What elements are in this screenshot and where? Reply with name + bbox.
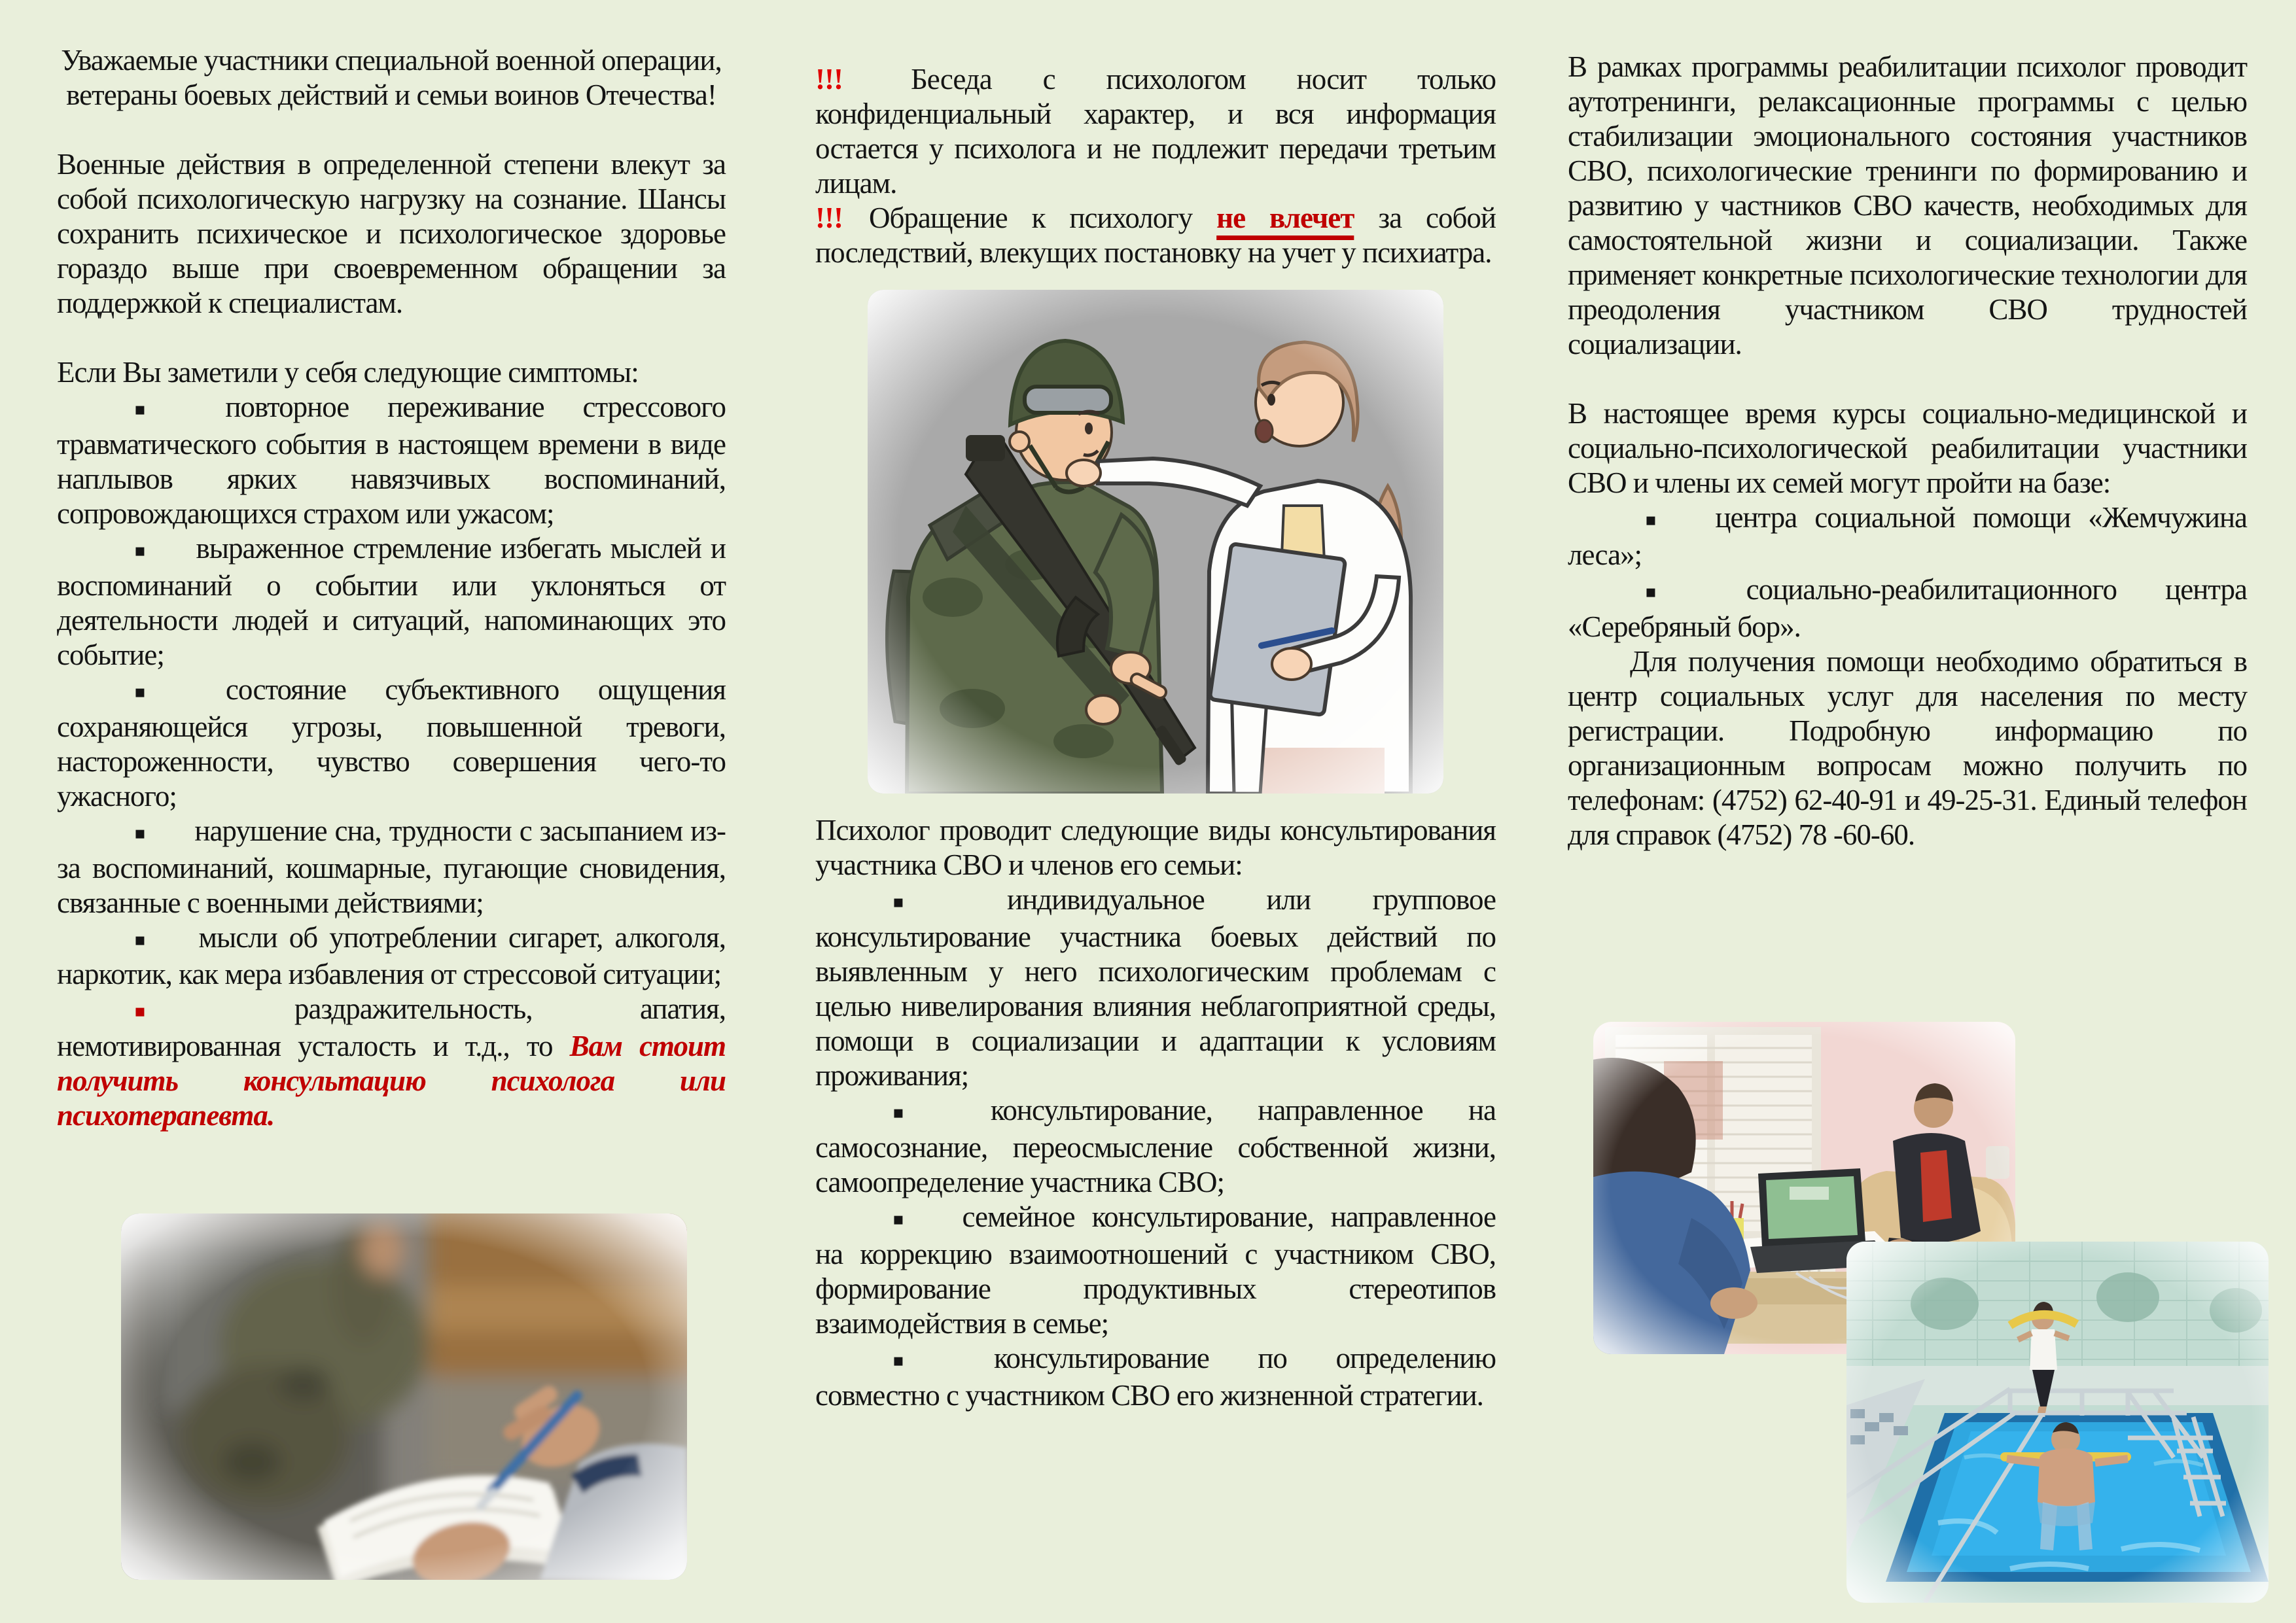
call-to-action-text: Вам стоит получить консультацию психолога или психотерапевта.: [57, 1030, 726, 1132]
symptom-item: ▪ мысли об употреблении сигарет, алкоголя, наркотик, как мера избавления от стрессовой ситуации;: [57, 920, 726, 991]
no-registration-note: !!! Обращение к психологу не влечет за собой последствий, влекущих постановку на учет у психиатра.: [815, 201, 1496, 269]
pool-photo-canvas: [1846, 1242, 2269, 1603]
symptom-item: ▪ выраженное стремление избегать мыслей и воспоминаний о событии или уклоняться от деятельности людей и ситуаций, напоминающих это событие;: [57, 531, 726, 671]
square-bullet-icon: ▪: [892, 1350, 945, 1370]
column-left: [57, 43, 726, 1133]
symptom-item: ▪ повторное переживание стрессового травматического события в настоящем времени в виде наплывов ярких навязчивых воспоминаний, сопровождающихся страхом или ужасом;: [57, 391, 726, 530]
therapy-session-photo: [121, 1213, 687, 1580]
therapy-photo-canvas: [121, 1213, 687, 1580]
underlined-emphasis: не влечет: [1216, 201, 1354, 234]
triple-exclamation-icon: !!!: [815, 201, 843, 234]
consulting-item: ▪ семейное консультирование, направленное на коррекцию взаимоотношений с участником СВО, формирование продуктивных стереотипов взаимодействия в семье;: [815, 1200, 1496, 1340]
square-bullet-icon: ▪: [134, 399, 177, 419]
square-bullet-icon: ▪: [892, 1209, 914, 1229]
square-bullet-icon: ▪: [134, 682, 177, 702]
square-bullet-icon: ▪: [892, 892, 959, 912]
column-middle: [815, 62, 1496, 1413]
square-bullet-icon: ▪: [134, 823, 147, 843]
contacts-paragraph: Для получения помощи необходимо обратиться в центр социальных услуг для населения по месту регистрации. Подробную информацию по организационным вопросам можно получить по телефонам: (4752) 62-40-91 и 49-25-31. Единый телефон для справок (4752) 78 -60-60.: [1568, 644, 2247, 851]
square-bullet-icon: ▪: [1645, 582, 1698, 602]
rehab-program-paragraph: В рамках программы реабилитации психолог проводит аутотренинги, релаксационные программы с целью стабилизации эмоционального состояния участников СВО, психологические тренинги по формированию и развитию у частников СВО качеств, необходимых для самостоятельной жизни и социализации. Также применяет конкретные психологические технологии для преодоления участником СВО трудностей социализации.: [1568, 50, 2247, 360]
square-bullet-red-icon: ▪: [134, 1002, 246, 1022]
consulting-types-intro: Психолог проводит следующие виды консультирования участника СВО и членов его семьи:: [815, 814, 1496, 881]
page-title: Уважаемые участники специальной военной операции, ветераны боевых действий и семьи воинов Отечества!: [61, 44, 722, 111]
soldier-psychologist-illustration: [868, 290, 1443, 794]
center-item: ▪ социально-реабилитационного центра «Серебряный бор».: [1568, 572, 2247, 643]
illustration-canvas: [868, 290, 1443, 794]
triple-exclamation-icon: !!!: [815, 63, 843, 96]
center-item: ▪ центра социальной помощи «Жемчужина леса»;: [1568, 501, 2247, 571]
pool-rehabilitation-photo: [1846, 1242, 2269, 1603]
symptom-item: ▪ нарушение сна, трудности с засыпанием из-за воспоминаний, кошмарные, пугающие сновидения, связанные с военными действиями;: [57, 814, 726, 919]
square-bullet-icon: ▪: [892, 1102, 942, 1123]
symptom-item: ▪ состояние субъективного ощущения сохраняющейся угрозы, повышенной тревоги, настороженности, чувство совершения чего-то ужасного;: [57, 672, 726, 812]
square-bullet-icon: ▪: [134, 540, 148, 561]
column-right: [1568, 50, 2247, 852]
rehab-courses-paragraph: В настоящее время курсы социально-медицинской и социально-психологической реабилитации участники СВО и члены их семей могут пройти на базе:: [1568, 397, 2247, 499]
consulting-item: ▪ консультирование по определению совместно с участником СВО его жизненной стратегии.: [815, 1341, 1496, 1412]
symptoms-intro: Если Вы заметили у себя следующие симптомы:: [57, 356, 639, 389]
intro-paragraph: Военные действия в определенной степени влекут за собой психологическую нагрузку на сознание. Шансы сохранить психическое и психологическое здоровье гораздо выше при своевременном обращении за поддержкой к специалистам.: [57, 148, 726, 319]
square-bullet-icon: ▪: [1645, 510, 1667, 530]
consulting-item: ▪ индивидуальное или групповое консультирование участника боевых действий по выявленным у него психологическим проблемам с целью нивелирования влияния неблагоприятной среды, помощи в социализации и адаптации к условиям проживания;: [815, 883, 1496, 1092]
confidentiality-note: !!! Беседа с психологом носит только конфиденциальный характер, и вся информация остается у психолога и не подлежит передачи третьим лицам.: [815, 63, 1496, 200]
symptom-item-highlight: ▪ раздражительность, апатия, немотивированная усталость и т.д., то Вам стоит получить консультацию психолога или психотерапевта.: [57, 992, 726, 1132]
consulting-item: ▪ консультирование, направленное на самосознание, переосмысление собственной жизни, самоопределение участника СВО;: [815, 1093, 1496, 1198]
square-bullet-icon: ▪: [134, 930, 150, 950]
